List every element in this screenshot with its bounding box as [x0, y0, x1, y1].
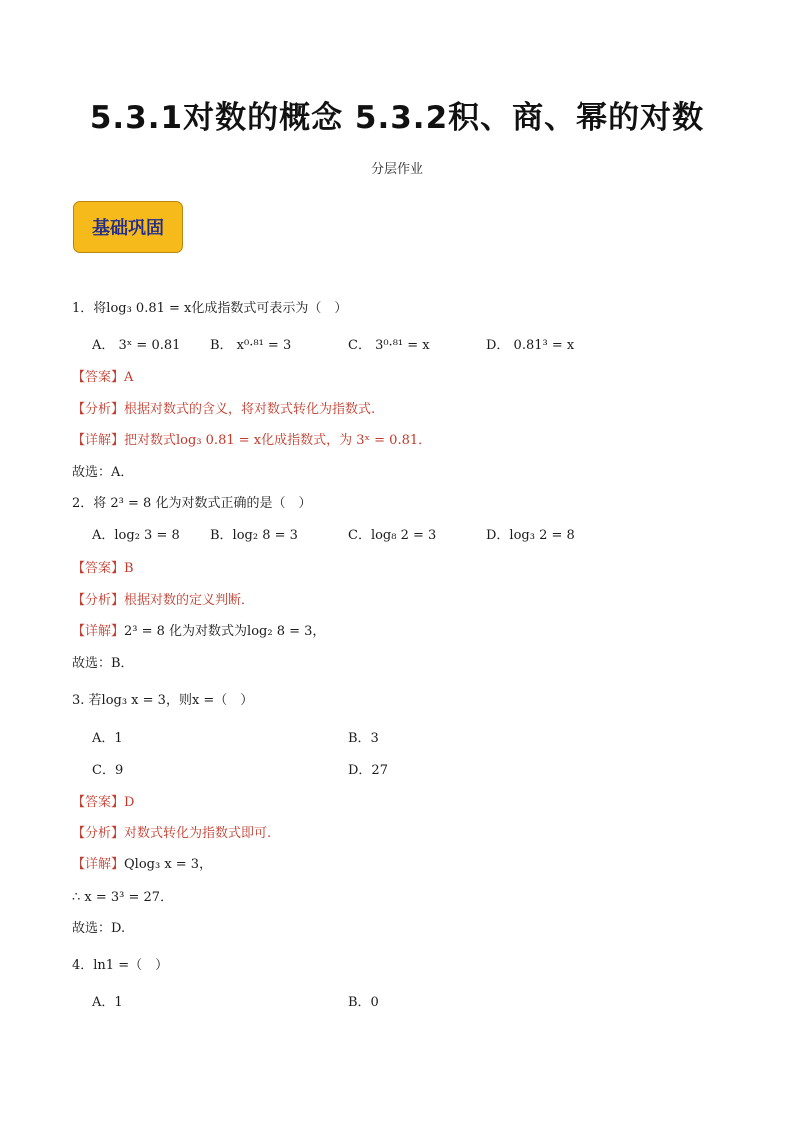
- q3-option-d: D．27: [348, 763, 388, 778]
- q3-answer-tag: 【答案】: [72, 795, 125, 810]
- q3-analysis-tag: 【分析】: [72, 826, 125, 841]
- q4-option-a: A．1: [92, 995, 123, 1010]
- q2-option-b: B．log₂ 8 = 3: [210, 528, 298, 543]
- q1-option-d: D． 0.81³ = x: [486, 338, 575, 353]
- q3-analysis-text: 对数式转化为指数式即可.: [124, 826, 272, 841]
- q3-choose: 故选：D.: [72, 921, 126, 936]
- q1-stem-post: 化成指数式可表示为（ ）: [191, 301, 348, 316]
- q1-answer-tag: 【答案】: [72, 370, 125, 385]
- q3-analysis: [72, 822, 271, 841]
- q1-stem-math: log₃ 0.81 = x: [106, 301, 192, 316]
- q2-answer-value: B: [124, 561, 134, 576]
- page-subtitle: 分层作业: [370, 162, 423, 177]
- q1-answer: [72, 366, 133, 385]
- q2-option-c: C．log₈ 2 = 3: [348, 528, 437, 543]
- q2-detail-tag: 【详解】: [72, 624, 125, 639]
- q3-step: ∴ x = 3³ = 27．: [72, 890, 174, 905]
- q3-answer: [72, 791, 134, 810]
- q1-analysis-tag: 【分析】: [72, 402, 125, 417]
- q2-option-a: A．log₂ 3 = 8: [92, 528, 180, 543]
- q1-detail: [72, 429, 431, 448]
- q3-detail: [72, 853, 212, 872]
- q1-analysis-text: 根据对数式的含义，将对数式转化为指数式.: [124, 402, 376, 417]
- q2-analysis-tag: 【分析】: [72, 593, 125, 608]
- q1-analysis: [72, 398, 375, 417]
- q1-option-b: B． x⁰·⁸¹ = 3: [210, 338, 292, 353]
- question-4-stem: 4．ln1 =（ ）: [72, 958, 169, 973]
- q3-detail-text: Qlog₃ x = 3，: [124, 857, 213, 872]
- q1-answer-value: A: [124, 370, 134, 385]
- section-badge: 基础巩固: [73, 201, 183, 253]
- q1-option-c: C． 3⁰·⁸¹ = x: [348, 338, 430, 353]
- question-2-stem: 2．将 2³ = 8 化为对数式正确的是（ ）: [72, 496, 312, 511]
- q2-answer: [72, 557, 134, 576]
- q2-option-d: D．log₃ 2 = 8: [486, 528, 575, 543]
- q2-analysis-text: 根据对数的定义判断．: [124, 593, 255, 608]
- q2-analysis: [72, 589, 254, 608]
- q1-choose: 故选：A．: [72, 465, 134, 480]
- q3-detail-tag: 【详解】: [72, 857, 125, 872]
- q1-stem-pre: 1．将: [72, 301, 107, 316]
- page-title: 5.3.1对数的概念 5.3.2积、商、幂的对数: [89, 100, 705, 136]
- q2-choose: 故选：B．: [72, 656, 134, 671]
- q1-detail-text: 把对数式log₃ 0.81 = x化成指数式，为 3ˣ = 0.81．: [124, 433, 432, 448]
- q3-option-c: C．9: [92, 763, 124, 778]
- question-3-stem: 3. 若log₃ x = 3，则x =（ ）: [72, 693, 254, 708]
- q1-option-a: A． 3ˣ = 0.81: [92, 338, 181, 353]
- q2-detail: [72, 620, 325, 639]
- q4-option-b: B．0: [348, 995, 379, 1010]
- q1-detail-tag: 【详解】: [72, 433, 125, 448]
- q3-option-a: A．1: [92, 731, 123, 746]
- q3-option-b: B．3: [348, 731, 379, 746]
- q3-answer-value: D: [124, 795, 135, 810]
- q2-detail-text: 2³ = 8 化为对数式为log₂ 8 = 3，: [124, 624, 326, 639]
- q2-answer-tag: 【答案】: [72, 561, 125, 576]
- question-1-stem: [72, 297, 347, 316]
